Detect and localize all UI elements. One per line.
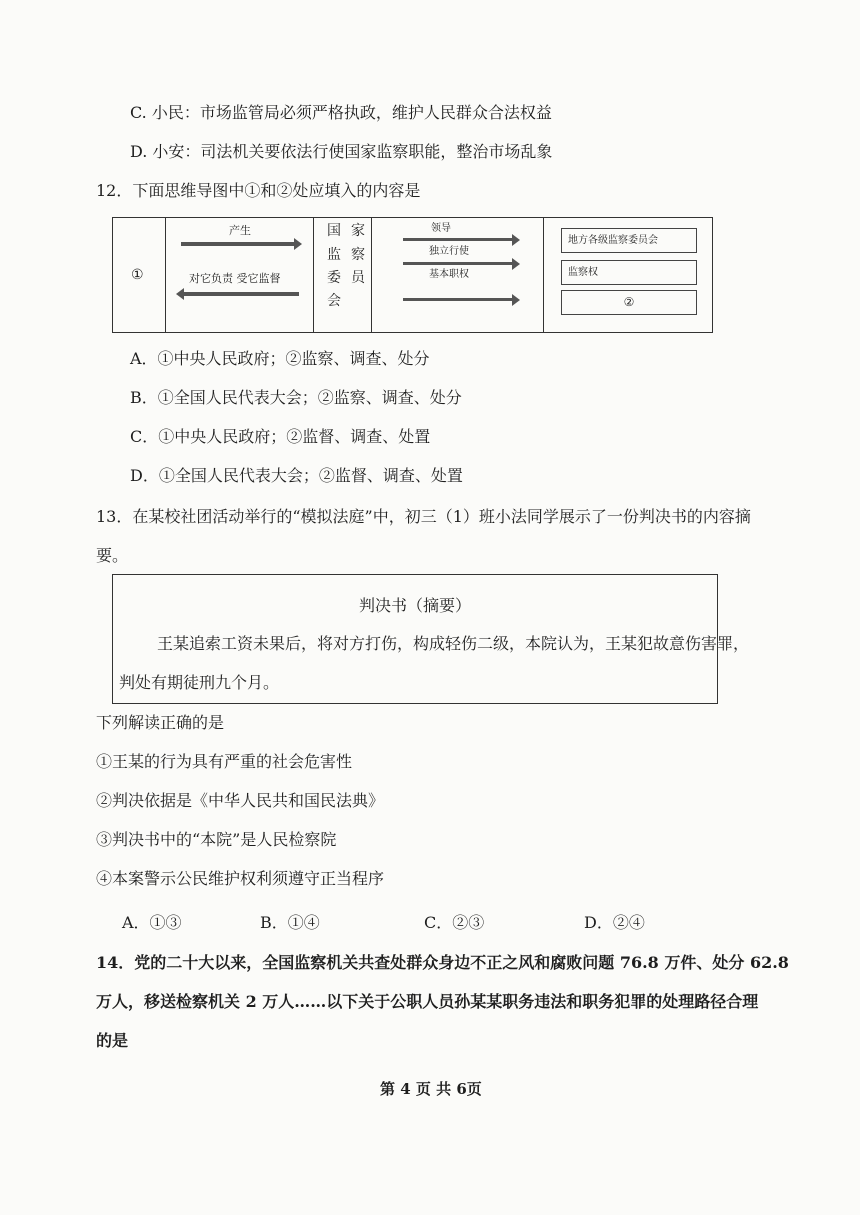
mid-label-independent: 独立行使 bbox=[429, 246, 469, 257]
q12-option-c: C．①中央人民政府；②监督、调查、处置 bbox=[130, 427, 431, 446]
q13-statement-1: ①王某的行为具有严重的社会危害性 bbox=[96, 752, 353, 771]
q12-option-a: A．①中央人民政府；②监察、调查、处分 bbox=[130, 349, 430, 368]
q13-stem-line2: 要。 bbox=[96, 546, 129, 565]
page-footer: 第 4 页 共 6页 bbox=[380, 1080, 482, 1098]
divider bbox=[313, 218, 314, 332]
judgment-text-line2: 判处有期徒刑九个月。 bbox=[119, 673, 280, 692]
q13-choice-c: C．②③ bbox=[424, 913, 485, 932]
arrow-label-top: 产生 bbox=[229, 224, 251, 237]
divider bbox=[165, 218, 166, 332]
q14-line3: 的是 bbox=[96, 1031, 129, 1050]
judgment-text-line1: 王某追索工资未果后，将对方打伤，构成轻伤二级，本院认为，王某犯故意伤害罪， bbox=[157, 634, 750, 653]
judgment-box bbox=[112, 574, 750, 704]
right-arrow bbox=[403, 238, 513, 241]
right-arrow bbox=[181, 242, 295, 246]
q13-prompt: 下列解读正确的是 bbox=[96, 713, 225, 732]
q13-choice-d: D．②④ bbox=[584, 913, 645, 932]
q14-line2: 万人，移送检察机关 2 万人……以下关于公职人员孙某某职务违法和职务犯罪的处理路径合理 bbox=[96, 992, 759, 1011]
org-char: 监 bbox=[327, 247, 341, 263]
q12-stem: 12．下面思维导图中①和②处应填入的内容是 bbox=[96, 181, 421, 200]
right-arrow bbox=[403, 262, 513, 265]
q11-option-c: C. 小民：市场监管局必须严格执政，维护人民群众合法权益 bbox=[130, 103, 552, 122]
blank-1: ① bbox=[131, 267, 144, 283]
q13-statement-2: ②判决依据是《中华人民共和国民法典》 bbox=[96, 791, 385, 810]
q12-mind-map bbox=[112, 217, 713, 333]
org-char: 员 bbox=[351, 270, 365, 286]
arrow-label-bottom: 对它负责 受它监督 bbox=[189, 272, 281, 285]
q13-choice-a: A．①③ bbox=[122, 913, 182, 932]
mid-label-basic-power: 基本职权 bbox=[429, 269, 469, 280]
right-box-blank-2: ② bbox=[561, 290, 697, 315]
q13-statement-3: ③判决书中的“本院”是人民检察院 bbox=[96, 830, 337, 849]
right-box-supervision-power: 监察权 bbox=[561, 260, 697, 285]
q12-option-d: D．①全国人民代表大会；②监督、调查、处置 bbox=[130, 466, 463, 485]
right-box-local-commission: 地方各级监察委员会 bbox=[561, 228, 697, 253]
q13-choice-b: B．①④ bbox=[260, 913, 320, 932]
org-char: 国 bbox=[327, 223, 341, 239]
left-arrow bbox=[183, 292, 299, 296]
org-char: 家 bbox=[351, 223, 365, 239]
organization-name bbox=[321, 218, 369, 332]
q11-option-d: D. 小安：司法机关要依法行使国家监察职能，整治市场乱象 bbox=[130, 142, 553, 161]
judgment-title: 判决书（摘要） bbox=[358, 596, 471, 615]
right-arrow bbox=[403, 298, 513, 301]
q14-line1: 14．党的二十大以来，全国监察机关共查处群众身边不正之风和腐败问题 76.8 万件、处分 62.8 bbox=[96, 953, 789, 972]
org-char: 察 bbox=[351, 247, 365, 263]
q12-option-b: B．①全国人民代表大会；②监察、调查、处分 bbox=[130, 388, 462, 407]
divider bbox=[543, 218, 544, 332]
q13-statement-4: ④本案警示公民维护权利须遵守正当程序 bbox=[96, 869, 385, 888]
mid-label-lead: 领导 bbox=[431, 223, 451, 234]
q13-stem-line1: 13．在某校社团活动举行的“模拟法庭”中，初三（1）班小法同学展示了一份判决书的内容摘 bbox=[96, 507, 751, 526]
org-char: 会 bbox=[327, 293, 341, 309]
divider bbox=[371, 218, 372, 332]
org-char: 委 bbox=[327, 270, 341, 286]
